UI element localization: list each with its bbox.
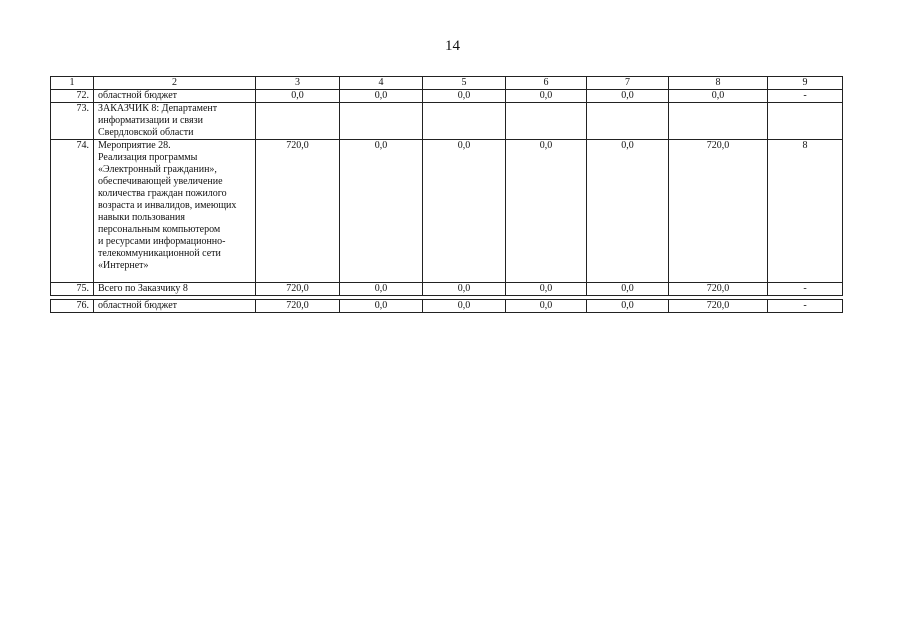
row-number: 73. (51, 103, 94, 140)
value-cell: 720,0 (256, 300, 340, 313)
value-cell: 720,0 (669, 283, 768, 296)
value-cell: 0,0 (506, 90, 587, 103)
value-cell: - (768, 90, 843, 103)
table-row (51, 283, 843, 296)
header-cell: 6 (506, 77, 587, 90)
value-cell: 0,0 (587, 140, 669, 283)
value-cell: - (768, 300, 843, 313)
header-cell: 3 (256, 77, 340, 90)
value-cell (423, 103, 506, 140)
value-cell: 720,0 (669, 140, 768, 283)
value-cell (587, 103, 669, 140)
header-row (51, 77, 843, 90)
value-cell: 720,0 (669, 300, 768, 313)
budget-table (50, 76, 843, 313)
value-cell: 0,0 (506, 140, 587, 283)
row-description: областной бюджет (94, 90, 256, 103)
value-cell (768, 103, 843, 140)
value-cell: 0,0 (669, 90, 768, 103)
table-row (51, 140, 843, 283)
value-cell: 0,0 (423, 300, 506, 313)
row-description: Всего по Заказчику 8 (94, 283, 256, 296)
header-cell: 7 (587, 77, 669, 90)
table-row (51, 300, 843, 313)
row-number: 72. (51, 90, 94, 103)
value-cell (506, 103, 587, 140)
value-cell: 0,0 (256, 90, 340, 103)
page-number: 14 (445, 38, 460, 54)
value-cell: 0,0 (587, 283, 669, 296)
header-cell: 1 (51, 77, 94, 90)
value-cell: 0,0 (587, 90, 669, 103)
value-cell: 0,0 (506, 300, 587, 313)
value-cell: 0,0 (506, 283, 587, 296)
header-cell: 9 (768, 77, 843, 90)
value-cell: 0,0 (423, 283, 506, 296)
value-cell (669, 103, 768, 140)
header-cell: 4 (340, 77, 423, 90)
value-cell: 8 (768, 140, 843, 283)
row-description: областной бюджет (94, 300, 256, 313)
row-description: Мероприятие 28. Реализация программы «Электронный гражданин», обеспечивающей увеличение количества граждан пожилого возраста и инвалидов, имеющих навыки пользования персональным компьютером и ресурсами информационно- телекоммуникационной сети «Интернет» (94, 140, 256, 283)
row-number: 75. (51, 283, 94, 296)
value-cell: 720,0 (256, 140, 340, 283)
row-number: 76. (51, 300, 94, 313)
value-cell: 0,0 (340, 90, 423, 103)
value-cell: - (768, 283, 843, 296)
value-cell: 0,0 (340, 140, 423, 283)
value-cell (340, 103, 423, 140)
value-cell: 0,0 (340, 300, 423, 313)
table-row (51, 103, 843, 140)
row-number: 74. (51, 140, 94, 283)
table-row (51, 90, 843, 103)
header-cell: 8 (669, 77, 768, 90)
row-description: ЗАКАЗЧИК 8: Департамент информатизации и связи Свердловской области (94, 103, 256, 140)
header-cell: 2 (94, 77, 256, 90)
value-cell: 0,0 (423, 140, 506, 283)
value-cell: 0,0 (340, 283, 423, 296)
value-cell: 0,0 (587, 300, 669, 313)
value-cell: 0,0 (423, 90, 506, 103)
value-cell: 720,0 (256, 283, 340, 296)
header-cell: 5 (423, 77, 506, 90)
value-cell (256, 103, 340, 140)
